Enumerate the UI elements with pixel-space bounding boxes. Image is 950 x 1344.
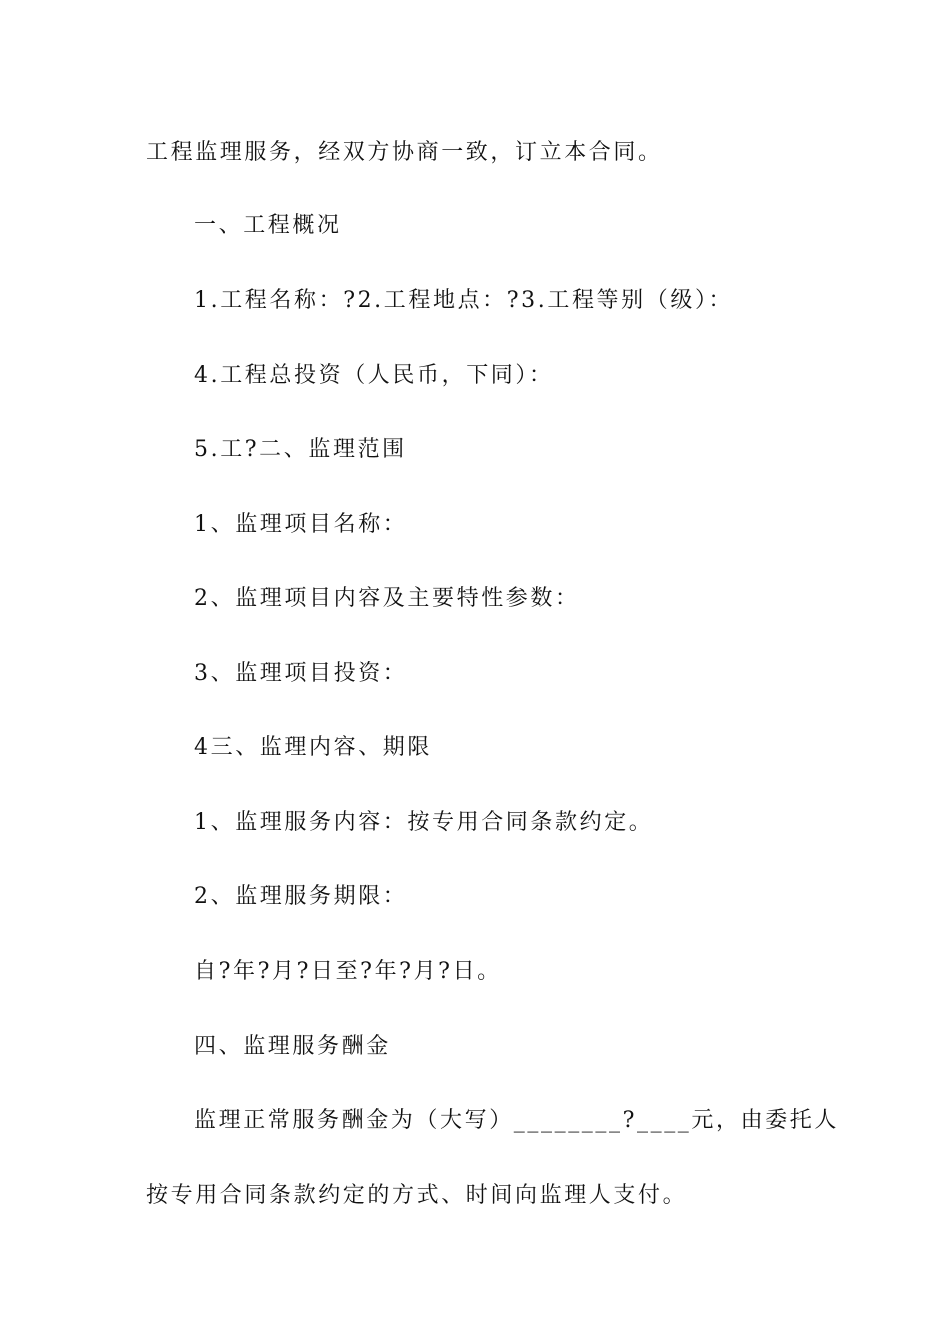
item-service-content: 1、监理服务内容：按专用合同条款约定。 <box>194 810 654 835</box>
item-service-period: 2、监理服务期限： <box>194 884 408 909</box>
item-supervision-project-investment: 3、监理项目投资： <box>194 661 408 686</box>
section-heading-project-overview: 一、工程概况 <box>194 213 342 238</box>
paragraph-contract-intro: 工程监理服务，经双方协商一致，订立本合同。 <box>146 140 663 165</box>
section-heading-supervision-scope: 5.工?二、监理范围 <box>194 437 407 462</box>
service-period-dates: 自?年?月?日至?年?月?日。 <box>194 959 502 984</box>
paragraph-remuneration-amount: 监理正常服务酬金为（大写）________?____元，由委托人 <box>194 1108 839 1133</box>
paragraph-remuneration-payment: 按专用合同条款约定的方式、时间向监理人支付。 <box>146 1183 688 1208</box>
item-total-investment: 4.工程总投资（人民币，下同）： <box>194 363 554 388</box>
item-project-name-location-grade: 1.工程名称：?2.工程地点：?3.工程等别（级）： <box>194 288 734 313</box>
section-heading-content-period: 4三、监理内容、期限 <box>194 735 432 760</box>
section-heading-remuneration: 四、监理服务酬金 <box>194 1034 391 1059</box>
item-supervision-project-content: 2、监理项目内容及主要特性参数： <box>194 586 580 611</box>
item-supervision-project-name: 1、监理项目名称： <box>194 512 408 537</box>
